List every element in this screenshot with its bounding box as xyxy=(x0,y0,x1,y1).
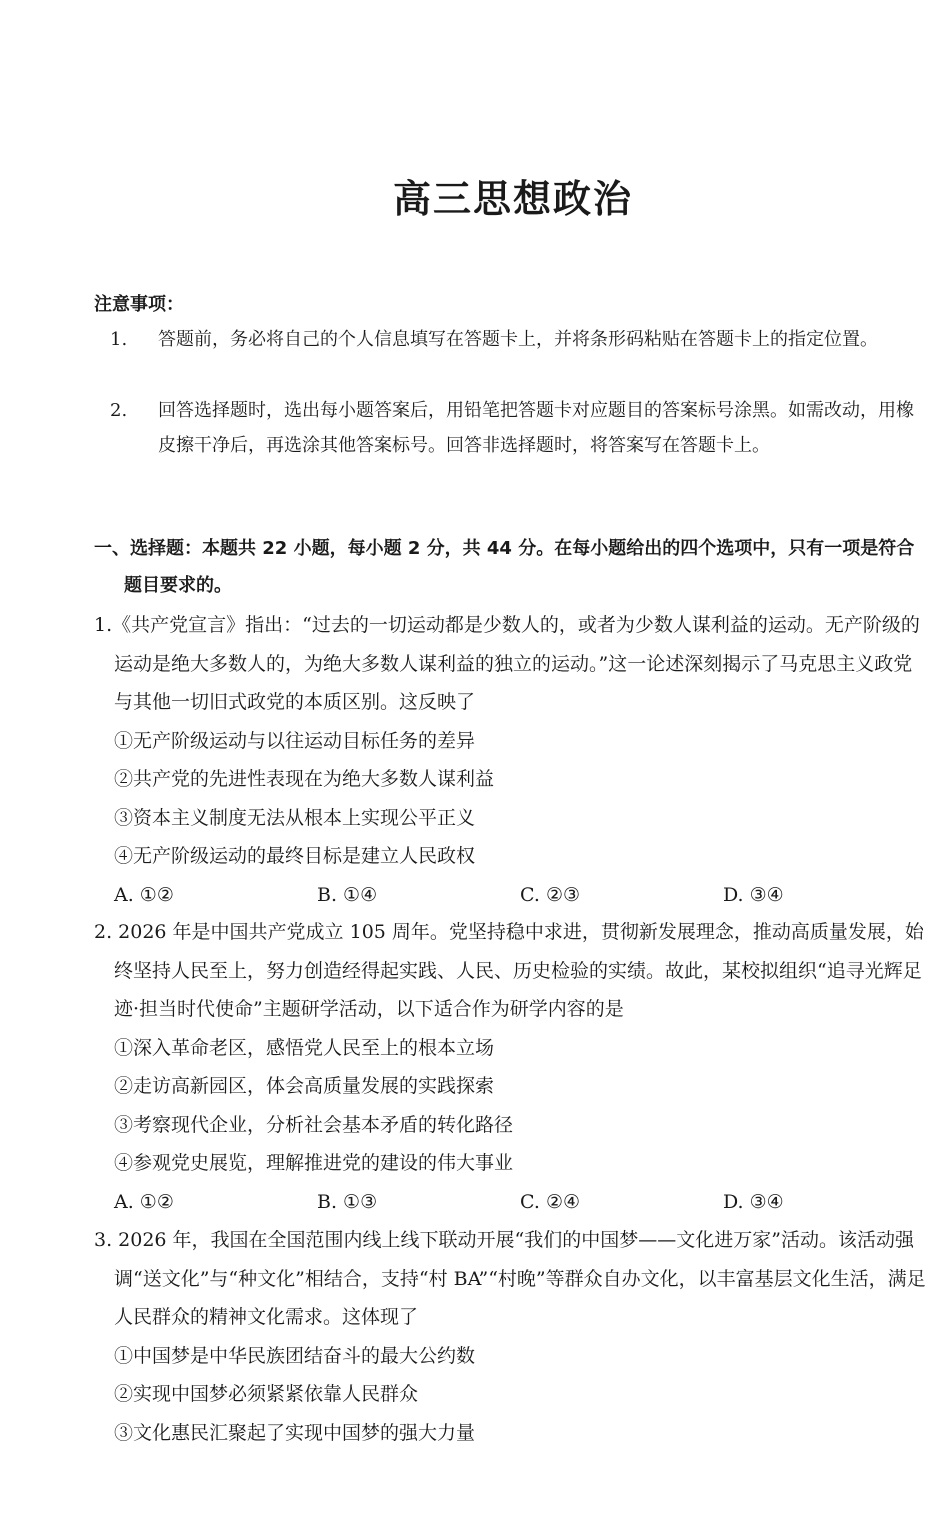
statement-1: ①无产阶级运动与以往运动目标任务的差异 xyxy=(114,729,476,752)
statement-4: ④无产阶级运动的最终目标是建立人民政权 xyxy=(114,845,476,867)
question-2 xyxy=(94,913,926,1221)
question-stem: 2. 2026 年是中国共产党成立 105 周年。党坚持稳中求进，贯彻新发展理念，推动高质量发展，始终坚持人民至上，努力创造经得起实践、人民、历史检验的实绩。故此，某校拟组织“追寻光辉足迹·担当时代使命”主题研学活动，以下适合作为研学内容的是 xyxy=(94,921,924,1020)
statement-3: ③考察现代企业，分析社会基本矛盾的转化路径 xyxy=(114,1113,514,1136)
choice-a: A. ①② xyxy=(114,1190,174,1213)
section-heading: 一、选择题：本题共 22 小题，每小题 2 分，共 44 分。在每小题给出的四个选项中，只有一项是符合题目要求的。 xyxy=(94,538,915,596)
choice-c: C. ②④ xyxy=(520,1190,581,1213)
notes-heading: 注意事项： xyxy=(94,294,184,315)
question-stem: 1.《共产党宣言》指出：“过去的一切运动都是少数人的，或者为少数人谋利益的运动。无产阶级的运动是绝大多数人的，为绝大多数人谋利益的独立的运动。”这一论述深刻揭示了马克思主义政党与其他一切旧式政党的本质区别。这反映了 xyxy=(94,614,920,713)
statement-4: ④参观党史展览，理解推进党的建设的伟大事业 xyxy=(114,1152,514,1174)
note-text: 答题前，务必将自己的个人信息填写在答题卡上，并将条形码粘贴在答题卡上的指定位置。 xyxy=(158,329,878,350)
statement-1: ①中国梦是中华民族团结奋斗的最大公约数 xyxy=(114,1344,476,1367)
answer-choices xyxy=(94,1183,926,1222)
page-title: 高三思想政治 xyxy=(392,177,633,221)
question-1 xyxy=(94,606,926,914)
statement-2: ②实现中国梦必须紧紧依靠人民群众 xyxy=(114,1383,419,1405)
choice-d: D. ③④ xyxy=(723,883,784,906)
note-number: 2. xyxy=(110,400,128,421)
question-3 xyxy=(94,1221,926,1452)
note-item-2 xyxy=(110,393,926,463)
note-number: 1. xyxy=(110,329,128,350)
statement-1: ①深入革命老区，感悟党人民至上的根本立场 xyxy=(114,1036,495,1059)
statement-2: ②走访高新园区，体会高质量发展的实践探索 xyxy=(114,1075,495,1097)
statement-3: ③资本主义制度无法从根本上实现公平正义 xyxy=(114,806,476,829)
question-stem: 3. 2026 年，我国在全国范围内线上线下联动开展“我们的中国梦——文化进万家”活动。该活动强调“送文化”与“种文化”相结合，支持“村 BA”“村晚”等群众自办文化，以丰富基层文化生活，满足人民群众的精神文化需求。这体现了 xyxy=(94,1229,926,1328)
answer-choices xyxy=(94,876,926,915)
choice-b: B. ①④ xyxy=(317,883,378,906)
choice-a: A. ①② xyxy=(114,883,174,906)
statement-3: ③文化惠民汇聚起了实现中国梦的强大力量 xyxy=(114,1421,476,1444)
choice-c: C. ②③ xyxy=(520,883,581,906)
choice-d: D. ③④ xyxy=(723,1190,784,1213)
statement-2: ②共产党的先进性表现在为绝大多数人谋利益 xyxy=(114,768,495,790)
note-item-1 xyxy=(110,322,926,357)
choice-b: B. ①③ xyxy=(317,1190,378,1213)
note-text: 回答选择题时，选出每小题答案后，用铅笔把答题卡对应题目的答案标号涂黑。如需改动，用橡皮擦干净后，再选涂其他答案标号。回答非选择题时，将答案写在答题卡上。 xyxy=(158,400,914,456)
